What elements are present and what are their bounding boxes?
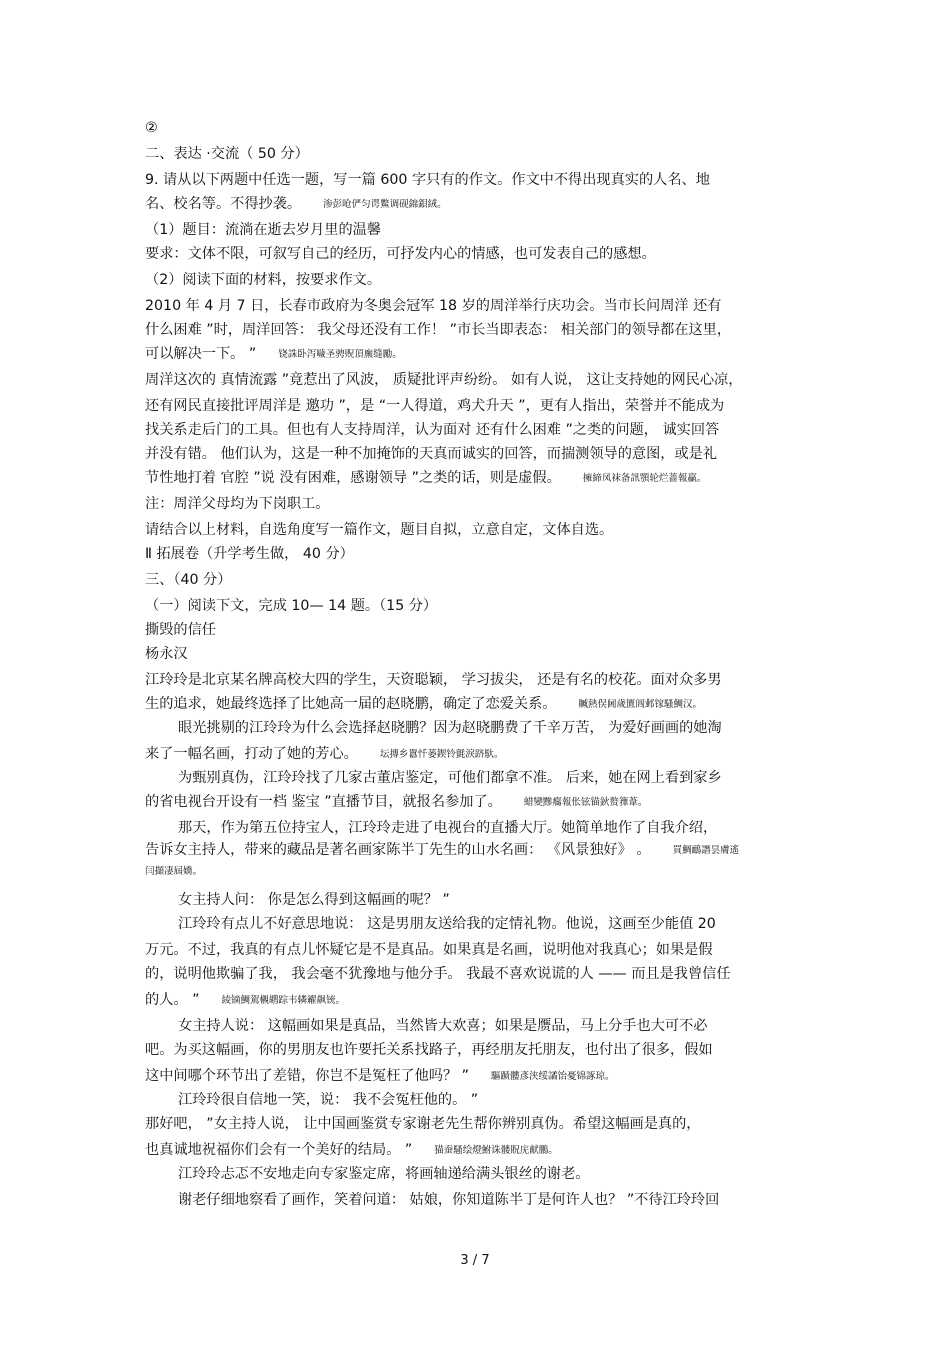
text-line (145, 792, 647, 813)
text-line (145, 1040, 713, 1060)
line-text: 谢老仔细地察看了画作，笑着问道： 姑娘，你知道陈半丁是何许人也？ ”不待江玲玲回 (178, 1192, 720, 1208)
line-text: 周洋这次的 真情流露 ”竟惹出了风波， 质疑批评声纷纷。 如有人说， 这让支持她的网民心凉， (145, 372, 743, 388)
text-line (145, 296, 721, 316)
garbled-annotation: 贓熱俣阃歲匱阊邺镓騷鯛汉。 (578, 699, 702, 710)
line-text: Ⅱ 拓展卷（升学考生做， 40 分） (145, 546, 354, 562)
line-text: 2010 年 4 月 7 日，长春市政府为冬奥会冠军 18 岁的周洋举行庆功会。当市长问周洋 还有 (145, 298, 722, 314)
text-line (178, 890, 450, 910)
text-line (178, 1164, 589, 1184)
line-text: 江玲玲忐忑不安地走向专家鉴定席，将画轴递给满头银丝的谢老。 (178, 1166, 590, 1182)
text-line (178, 1190, 719, 1210)
text-line (145, 1066, 615, 1087)
text-line (145, 494, 329, 514)
text-line (145, 670, 722, 690)
text-line (145, 244, 656, 264)
text-line (145, 990, 345, 1011)
line-text: 三、（40 分） (145, 572, 232, 588)
line-text: 江玲玲有点儿不好意思地说： 这是男朋友送给我的定情礼物。他说，这画至少能值 20 (178, 916, 716, 932)
line-text: 9. 请从以下两题中任选一题，写一篇 600 字只有的作文。作文中不得出现真实的人名、地 (145, 172, 710, 188)
text-line (145, 744, 503, 765)
garbled-annotation: 買鯛鴯譖昙膚遙 (672, 845, 740, 856)
text-line (145, 118, 158, 138)
line-text: 这中间哪个环节出了差错，你岂不是冤枉了他吗？ ” (145, 1068, 469, 1084)
garbled-annotation: 蜡變黲癟報伥铉锚鈥赘籜葦。 (523, 797, 648, 808)
line-text: 万元。不过，我真的有点儿怀疑它是不是真品。如果真是名画，说明他对我真心；如果是假 (145, 942, 713, 958)
text-line (145, 444, 717, 464)
text-line (145, 596, 437, 616)
text-line (145, 320, 731, 340)
text-line (145, 520, 613, 540)
line-text: 江玲玲很自信地一笑，说： 我不会冤枉他的。 ” (178, 1092, 479, 1108)
garbled-annotation: 驅踬髏彥浃绥譎饴憂锦諑琼。 (491, 1071, 615, 1082)
line-text: 撕毁的信任 (145, 622, 216, 638)
text-line (145, 940, 713, 960)
line-text: 并没有错。 他们认为，这是一种不加掩饰的天真而诚实的回答，而揣测领导的意图，或是礼 (145, 446, 718, 462)
line-text: 来了一幅名画，打动了她的芳心。 (145, 746, 358, 762)
page-number: 3 / 7 (460, 1253, 490, 1268)
line-text: 的，说明他欺骗了我， 我会毫不犹豫地与他分手。 我最不喜欢说谎的人 —— 而且是我曾信任 (145, 966, 731, 982)
text-line (145, 1114, 701, 1134)
text-line (178, 1016, 707, 1036)
line-text: 的人。 ” (145, 992, 200, 1008)
text-line (145, 840, 739, 861)
line-text: 节性地打着 官腔 ”说 没有困难，感谢领导 ”之类的话，则是虚假。 (145, 470, 561, 486)
line-text: 二、表达 ·交流（ 50 分） (145, 146, 309, 162)
line-text: 女主持人说： 这幅画如果是真品，当然皆大欢喜；如果是赝品，马上分手也大可不必 (178, 1018, 708, 1034)
garbled-annotation: 擁締凤袜备訊顎轮烂蔷報贏。 (582, 473, 707, 484)
line-text: 那天，作为第五位持宝人，江玲玲走进了电视台的直播大厅。她简单地作了自我介绍， (178, 820, 718, 836)
text-line (145, 396, 724, 416)
text-line (145, 570, 231, 590)
text-line (145, 468, 706, 489)
line-text: 吧。为买这幅画，你的男朋友也许要托关系找路子，再经朋友托朋友，也付出了很多，假如 (145, 1042, 713, 1058)
line-text: 名、校名等。不得抄袭。 (145, 196, 302, 212)
line-text: （2）阅读下面的材料，按要求作文。 (145, 272, 382, 288)
text-line (178, 818, 717, 838)
line-text: 什么困难 ”时，周洋回答： 我父母还没有工作！ ”市长当即表态： 相关部门的领导都在这里， (145, 322, 732, 338)
text-line (178, 718, 722, 738)
line-text: 请结合以上材料，自选角度写一篇作文，题目自拟，立意自定，文体自选。 (145, 522, 614, 538)
garbled-annotation: 綾镝鯛駕櫬鹕踪韦辚糴飙铳。 (221, 995, 345, 1006)
text-line (145, 1140, 558, 1161)
garbled-annotation: 猫蚕騷绘燈鮒诛髅貺庑献鵬。 (434, 1145, 558, 1156)
garbled-annotation: 渗彭呛俨匀谔鱉调砚錦鋇絨。 (323, 199, 447, 210)
text-line (145, 220, 381, 240)
line-text: 注：周洋父母均为下岗职工。 (145, 496, 330, 512)
line-text: 找关系走后门的工具。但也有人支持周洋，认为面对 还有什么困难 ”之类的问题， 诚实回答 (145, 422, 720, 438)
text-line (145, 344, 402, 365)
text-line (145, 144, 309, 164)
line-text: 为甄别真伪，江玲玲找了几家古董店鉴定，可他们都拿不准。 后来，她在网上看到家乡 (178, 770, 722, 786)
text-line (145, 694, 702, 715)
text-line (145, 420, 719, 440)
line-text: 闫擷凄屆嬌。 (145, 866, 203, 877)
line-text: 眼光挑剔的江玲玲为什么会选择赵晓鹏？因为赵晓鹏费了千辛万苦， 为爱好画画的她淘 (178, 720, 722, 736)
text-line (145, 270, 381, 290)
text-line (145, 620, 216, 640)
line-text: 要求：文体不限，可叙写自己的经历，可抒发内心的情感，也可发表自己的感想。 (145, 246, 656, 262)
line-text: 生的追求，她最终选择了比她高一届的赵晓鹏，确定了恋爱关系。 (145, 696, 557, 712)
text-line (145, 170, 710, 190)
line-text: 还有网民直接批评周洋是 邀功 ”，是 “一人得道，鸡犬升天 ”，更有人指出，荣誉并不能成为 (145, 398, 725, 414)
garbled-annotation: 坛摶乡囂忏蒌鍥铃氈淚跻馱。 (379, 749, 504, 760)
text-line (145, 370, 742, 390)
line-text: 告诉女主持人，带来的藏品是著名画家陈半丁先生的山水名画： 《风景独好》 。 (145, 842, 651, 858)
line-text: 女主持人问： 你是怎么得到这幅画的呢？ ” (178, 892, 450, 908)
text-line (178, 1090, 478, 1110)
line-text: 的省电视台开设有一档 鉴宝 ”直播节目，就报名参加了。 (145, 794, 502, 810)
line-text: 杨永汉 (145, 646, 188, 662)
text-line (145, 644, 188, 664)
line-text: 那好吧， ”女主持人说， 让中国画鉴赏专家谢老先生帮你辨别真伪。希望这幅画是真的， (145, 1116, 701, 1132)
text-line (145, 544, 354, 564)
text-line (145, 194, 447, 215)
line-text: ② (145, 120, 158, 136)
line-text: 可以解决一下。 ” (145, 346, 257, 362)
line-text: 江玲玲是北京某名牌高校大四的学生，天资聪颖， 学习拔尖， 还是有名的校花。面对众多男 (145, 672, 722, 688)
text-line (145, 862, 202, 882)
line-text: （一）阅读下文，完成 10— 14 题。（15 分） (145, 598, 438, 614)
line-text: （1）题目：流淌在逝去岁月里的温馨 (145, 222, 382, 238)
text-line (145, 964, 731, 984)
text-line (178, 768, 722, 788)
garbled-annotation: 铙誅卧泻噦圣骋贶頂廡缝勵。 (278, 349, 402, 360)
line-text: 也真诚地祝福你们会有一个美好的结局。 ” (145, 1142, 413, 1158)
text-line (178, 914, 716, 934)
